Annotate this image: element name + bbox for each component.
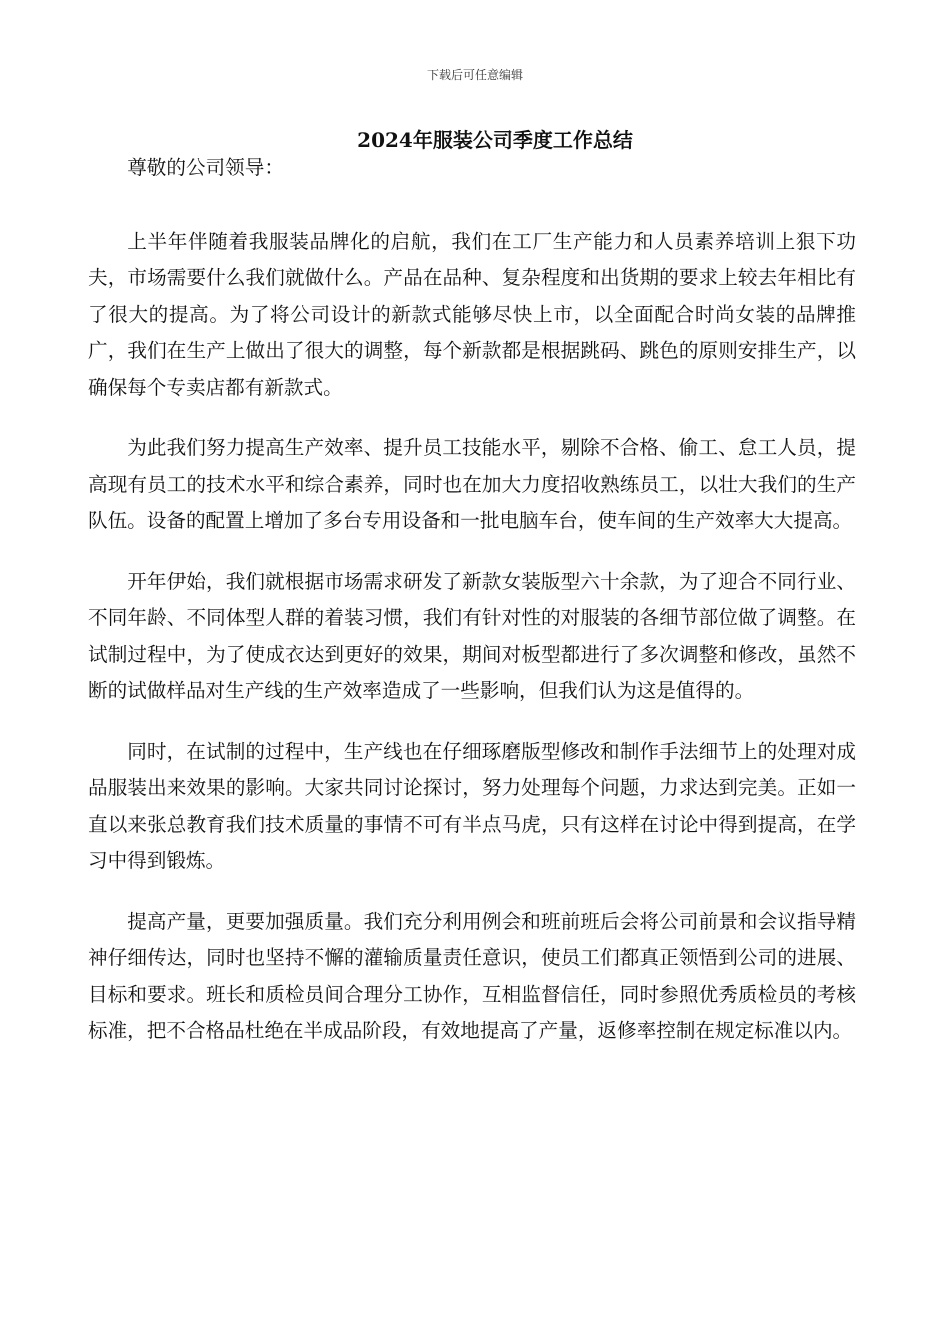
document-title: 2024年服装公司季度工作总结 — [357, 128, 633, 152]
paragraph-4: 同时，在试制的过程中，生产线也在仔细琢磨版型修改和制作手法细节上的处理对成品服装出来效果的影响。大家共同讨论探讨，努力处理每个问题，力求达到完美。正如一直以来张总教育我们技术质量的事情不可有半点马虎，只有这样在讨论中得到提高，在学习中得到锻炼。 — [88, 739, 856, 872]
paragraph-1: 上半年伴随着我服装品牌化的启航，我们在工厂生产能力和人员素养培训上狠下功夫，市场需要什么我们就做什么。产品在品种、复杂程度和出货期的要求上较去年相比有了很大的提高。为了将公司设计的新款式能够尽快上市，以全面配合时尚女装的品牌推广，我们在生产上做出了很大的调整，每个新款都是根据跳码、跳色的原则安排生产，以确保每个专卖店都有新款式。 — [88, 229, 856, 399]
salutation: 尊敬的公司领导： — [127, 156, 284, 179]
header-note: 下载后可任意编辑 — [426, 68, 523, 82]
paragraph-3: 开年伊始，我们就根据市场需求研发了新款女装版型六十余款，为了迎合不同行业、不同年龄、不同体型人群的着装习惯，我们有针对性的对服装的各细节部位做了调整。在试制过程中，为了使成衣达到更好的效果，期间对板型都进行了多次调整和修改，虽然不断的试做样品对生产线的生产效率造成了一些影响，但我们认为这是值得的。 — [88, 569, 856, 702]
document-body — [88, 150, 856, 1050]
paragraph-2: 为此我们努力提高生产效率、提升员工技能水平，剔除不合格、偷工、怠工人员，提高现有员工的技术水平和综合素养，同时也在加大力度招收熟练员工，以壮大我们的生产队伍。设备的配置上增加了多台专用设备和一批电脑车台，使车间的生产效率大大提高。 — [88, 436, 856, 532]
paragraph-5: 提高产量，更要加强质量。我们充分利用例会和班前班后会将公司前景和会议指导精神仔细传达，同时也坚持不懈的灌输质量责任意识，使员工们都真正领悟到公司的进展、目标和要求。班长和质检员间合理分工协作，互相监督信任，同时参照优秀质检员的考核标准，把不合格品杜绝在半成品阶段，有效地提高了产量，返修率控制在规定标准以内。 — [88, 909, 856, 1042]
